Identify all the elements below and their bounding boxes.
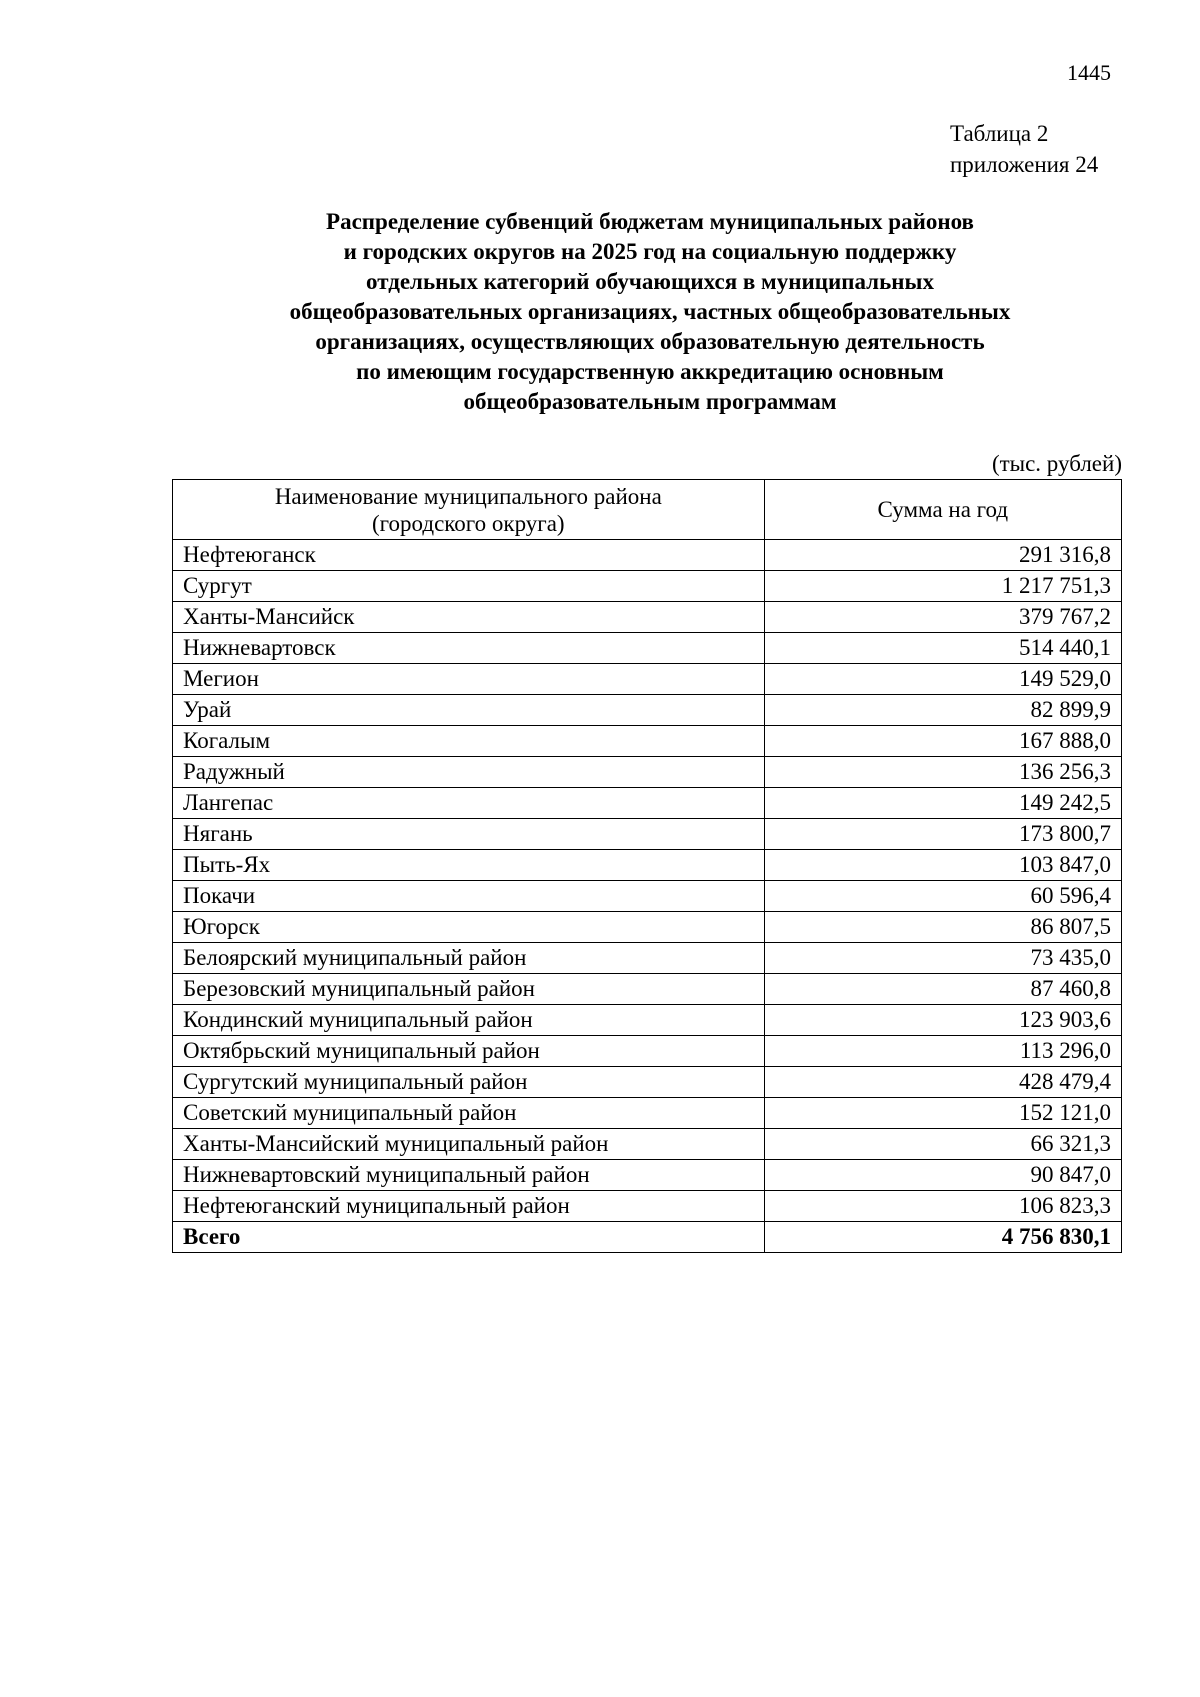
amount-value: 82 899,9 [764, 695, 1121, 726]
table-row [173, 1036, 1122, 1067]
amount-value: 73 435,0 [764, 943, 1121, 974]
table-row [173, 1098, 1122, 1129]
total-row [173, 1222, 1122, 1253]
table-row [173, 757, 1122, 788]
amount-value: 291 316,8 [764, 540, 1121, 571]
table-row [173, 912, 1122, 943]
amount-value: 428 479,4 [764, 1067, 1121, 1098]
amount-value: 60 596,4 [764, 881, 1121, 912]
amount-value: 514 440,1 [764, 633, 1121, 664]
table-row [173, 943, 1122, 974]
table-header-row [173, 480, 1122, 540]
amount-value: 152 121,0 [764, 1098, 1121, 1129]
table-row [173, 695, 1122, 726]
municipality-name: Нижневартовский муниципальный район [173, 1160, 765, 1191]
total-label: Всего [173, 1222, 765, 1253]
units-label: (тыс. рублей) [991, 451, 1122, 476]
title-line: по имеющим государственную аккредитацию основным [356, 359, 944, 384]
municipality-name: Нефтеюганский муниципальный район [173, 1191, 765, 1222]
municipality-name: Покачи [173, 881, 765, 912]
municipality-name: Радужный [173, 757, 765, 788]
table-row [173, 1005, 1122, 1036]
municipality-name: Когалым [173, 726, 765, 757]
appendix-reference [950, 118, 1098, 180]
amount-value: 173 800,7 [764, 819, 1121, 850]
municipality-name: Пыть-Ях [173, 850, 765, 881]
table-row [173, 850, 1122, 881]
municipality-name: Нижневартовск [173, 633, 765, 664]
header-municipality [173, 480, 765, 540]
amount-value: 87 460,8 [764, 974, 1121, 1005]
municipality-name: Белоярский муниципальный район [173, 943, 765, 974]
municipality-name: Нягань [173, 819, 765, 850]
header-amount: Сумма на год [764, 480, 1121, 540]
amount-value: 66 321,3 [764, 1129, 1121, 1160]
amount-value: 86 807,5 [764, 912, 1121, 943]
table-row [173, 633, 1122, 664]
table-row [173, 788, 1122, 819]
amount-value: 379 767,2 [764, 602, 1121, 633]
municipality-name: Нефтеюганск [173, 540, 765, 571]
appendix-annex-label: приложения 24 [950, 152, 1099, 177]
municipality-name: Кондинский муниципальный район [173, 1005, 765, 1036]
title-line: организациях, осуществляющих образовательную деятельность [315, 329, 985, 354]
table-row [173, 1129, 1122, 1160]
municipality-name: Мегион [173, 664, 765, 695]
table-row [173, 571, 1122, 602]
page-number: 1445 [1067, 60, 1111, 85]
municipality-name: Урай [173, 695, 765, 726]
municipality-name: Ханты-Мансийск [173, 602, 765, 633]
amount-value: 90 847,0 [764, 1160, 1121, 1191]
table-row [173, 881, 1122, 912]
municipality-name: Советский муниципальный район [173, 1098, 765, 1129]
amount-value: 103 847,0 [764, 850, 1121, 881]
table-row [173, 540, 1122, 571]
table-row [173, 1191, 1122, 1222]
table-row [173, 819, 1122, 850]
table-row [173, 1067, 1122, 1098]
total-amount: 4 756 830,1 [764, 1222, 1121, 1253]
amount-value: 167 888,0 [764, 726, 1121, 757]
table-row [173, 602, 1122, 633]
table-row [173, 1160, 1122, 1191]
municipality-name: Югорск [173, 912, 765, 943]
municipality-name: Лангепас [173, 788, 765, 819]
header-municipality-line2: (городского округа) [372, 510, 565, 536]
amount-value: 136 256,3 [764, 757, 1121, 788]
amount-value: 113 296,0 [764, 1036, 1121, 1067]
amount-value: 106 823,3 [764, 1191, 1121, 1222]
amount-value: 149 242,5 [764, 788, 1121, 819]
amount-value: 1 217 751,3 [764, 571, 1121, 602]
title-line: общеобразовательных организациях, частных общеобразовательных [289, 299, 1011, 324]
title-line: общеобразовательным программам [463, 389, 837, 414]
municipality-name: Сургутский муниципальный район [173, 1067, 765, 1098]
title-line: Распределение субвенций бюджетам муниципальных районов [326, 209, 974, 234]
title-line: отдельных категорий обучающихся в муниципальных [366, 269, 934, 294]
municipality-name: Березовский муниципальный район [173, 974, 765, 1005]
municipality-name: Сургут [173, 571, 765, 602]
table-row [173, 974, 1122, 1005]
title-line: и городских округов на 2025 год на социальную поддержку [343, 239, 957, 264]
header-municipality-line1: Наименование муниципального района [274, 483, 662, 509]
municipality-name: Ханты-Мансийский муниципальный район [173, 1129, 765, 1160]
subvention-table [172, 479, 1122, 1253]
table-row [173, 726, 1122, 757]
amount-value: 123 903,6 [764, 1005, 1121, 1036]
municipality-name: Октябрьский муниципальный район [173, 1036, 765, 1067]
appendix-table-label: Таблица 2 [950, 121, 1049, 146]
table-row [173, 664, 1122, 695]
amount-value: 149 529,0 [764, 664, 1121, 695]
document-title [200, 207, 1100, 417]
